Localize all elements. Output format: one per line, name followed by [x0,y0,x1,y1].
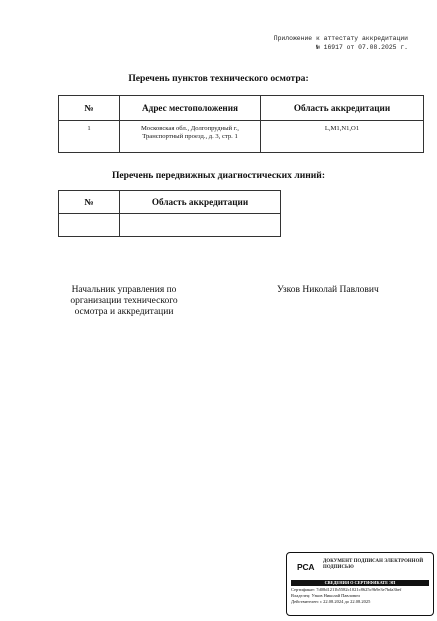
stamp-certificate: Сертификат: 7d08d1211b5582c1021c8625c9b9e3e7bda3bef [291,587,402,592]
mobile-lines-table [58,190,281,237]
row-scope: L,M1,N1,O1 [261,121,424,153]
appendix-note [274,35,408,52]
row-address: Московская обл., Долгопрудный г., Транспортный проезд., д. 3, стр. 1 [120,121,261,153]
table-header-row [59,96,424,121]
row-number: 1 [59,121,120,153]
column-header-number: № [59,191,120,214]
column-header-number: № [59,96,120,121]
appendix-line-1: Приложение к аттестату аккредитации [273,35,408,42]
row-scope [120,214,281,237]
signatory-position: Начальник управления по организации технического осмотра и аккредитации [70,285,178,317]
stamp-header: ДОКУМЕНТ ПОДПИСАН ЭЛЕКТРОННОЙ ПОДПИСЬЮ [323,559,424,570]
rsa-logo: РСА [297,562,315,572]
table-row [59,121,424,153]
row-number [59,214,120,237]
table-row [59,214,281,237]
mobile-lines-title: Перечень передвижных диагностических линий: [111,170,326,181]
stamp-validity: Действителен: с 22.08.2024 до 22.08.2025 [291,598,371,604]
appendix-line-2: № 16917 от 07.08.2025 г. [315,43,408,51]
stamp-details [291,587,431,604]
stamp-owner: Владелец: Узков Николай Павлович [291,592,360,598]
stamp-certificate-bar: СВЕДЕНИЯ О СЕРТИФИКАТЕ ЭП [291,580,429,586]
column-header-scope: Область аккредитации [261,96,424,121]
column-header-address: Адрес местоположения [120,96,261,121]
inspection-points-table [58,95,424,153]
signatory-name: Узков Николай Павлович [277,285,379,295]
column-header-scope: Область аккредитации [120,191,281,214]
electronic-signature-stamp [286,552,434,616]
inspection-points-title: Перечень пунктов технического осмотра: [128,73,309,84]
table-header-row [59,191,281,214]
